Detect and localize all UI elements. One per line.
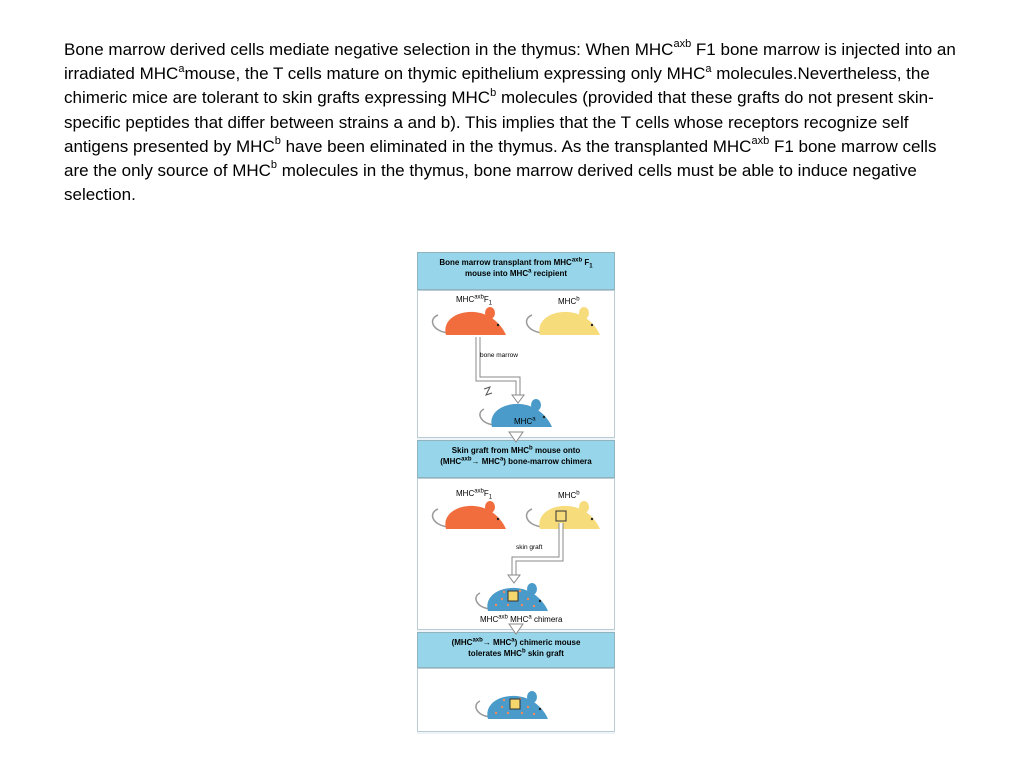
text-run: F1 bone marrow cells are the only source of MHC	[64, 136, 937, 181]
text-run: molecules in the thymus, bone marrow derived cells must be able to induce negative selection.	[64, 161, 917, 205]
superscript: a	[178, 62, 185, 75]
panel2-body	[417, 478, 615, 630]
header-sup: b	[529, 445, 533, 452]
header-text: → MHC	[482, 638, 512, 647]
panel1-header	[417, 252, 615, 290]
panel3-body	[417, 668, 615, 732]
skin-graft-label: skin graft	[516, 544, 543, 551]
header-text: ) bone-marrow chimera	[503, 457, 592, 466]
panel2-header	[417, 440, 615, 478]
chimera-mouse-icon	[476, 691, 548, 719]
header-text: recipient	[533, 269, 568, 278]
header-sup: axb	[472, 637, 483, 644]
header-text: Skin graft from MHC	[451, 446, 530, 455]
text-run: have been eliminated in the thymus. As the transplanted MHC	[280, 136, 752, 156]
header-sup: b	[521, 648, 526, 655]
skin-graft-arrow-icon	[508, 523, 561, 583]
chimera-mouse-icon	[476, 583, 548, 611]
chimera-label: $MHC^{axb}$ MHC$^a$ chimera	[480, 614, 563, 624]
header-sup: a	[499, 456, 504, 463]
header-sup: a	[511, 637, 515, 644]
header-text: (MHC	[451, 638, 473, 647]
header-text: mouse onto	[534, 446, 581, 455]
panel2-illustration	[418, 479, 616, 631]
orange-mouse-icon	[433, 307, 506, 335]
header-text: ) chimeric mouse	[514, 638, 581, 647]
header-text: → MHC	[471, 457, 500, 466]
mhc-b-label: MHC$^b$	[558, 296, 580, 306]
superscript: b	[274, 135, 281, 148]
left-mouse-label: $MHC^{axb}F_1$	[456, 488, 493, 501]
superscript: b	[270, 159, 278, 172]
panel3-illustration	[418, 669, 616, 733]
superscript: axb	[751, 135, 770, 148]
description-paragraph	[64, 38, 964, 207]
text-run: molecules.Nevertheless, the chimeric mice are tolerant to skin grafts expressing MHC	[64, 64, 930, 108]
donor-label: $MHC^{axb}F_1$	[456, 294, 493, 307]
superscript: a	[705, 62, 712, 75]
header-sup: axb	[571, 257, 583, 264]
bone-marrow-arrow-icon	[478, 337, 524, 403]
panel1-body	[417, 290, 615, 438]
text-run: molecules (provided that these grafts do not present skin-specific peptides that differ between strains a and b). This implies that the T cells whose receptors recognize self antigens presented by MHC	[64, 88, 934, 156]
header-text: tolerates MHC	[468, 649, 522, 658]
header-text: (MHC	[440, 457, 462, 466]
text-run: mouse, the T cells mature on thymic epithelium expressing only MHC	[184, 64, 706, 84]
bone-marrow-label: bone marrow	[480, 352, 518, 359]
text-run: Bone marrow derived cells mediate negative selection in the thymus: When MHC	[64, 40, 674, 59]
header-sub: 1	[589, 263, 593, 270]
superscript: b	[490, 86, 497, 99]
superscript: axb	[673, 38, 692, 51]
header-text: Bone marrow transplant from MHC	[439, 258, 572, 267]
header-sup: a	[528, 268, 532, 275]
orange-mouse-icon	[433, 501, 506, 529]
recipient-label: MHC$^a$	[514, 416, 536, 426]
header-text: F	[584, 258, 590, 267]
yellow-mouse-icon	[527, 307, 600, 335]
text-run: F1 bone marrow is injected into an irradiated MHC	[64, 40, 956, 84]
header-text: mouse into MHC	[464, 269, 529, 278]
header-sup: axb	[461, 456, 472, 463]
mhc-b-label: MHC$^b$	[558, 490, 580, 500]
irradiation-icon	[484, 387, 492, 395]
header-text: skin graft	[527, 649, 564, 658]
panel3-header	[417, 632, 615, 668]
chimera-experiment-figure	[417, 252, 615, 734]
